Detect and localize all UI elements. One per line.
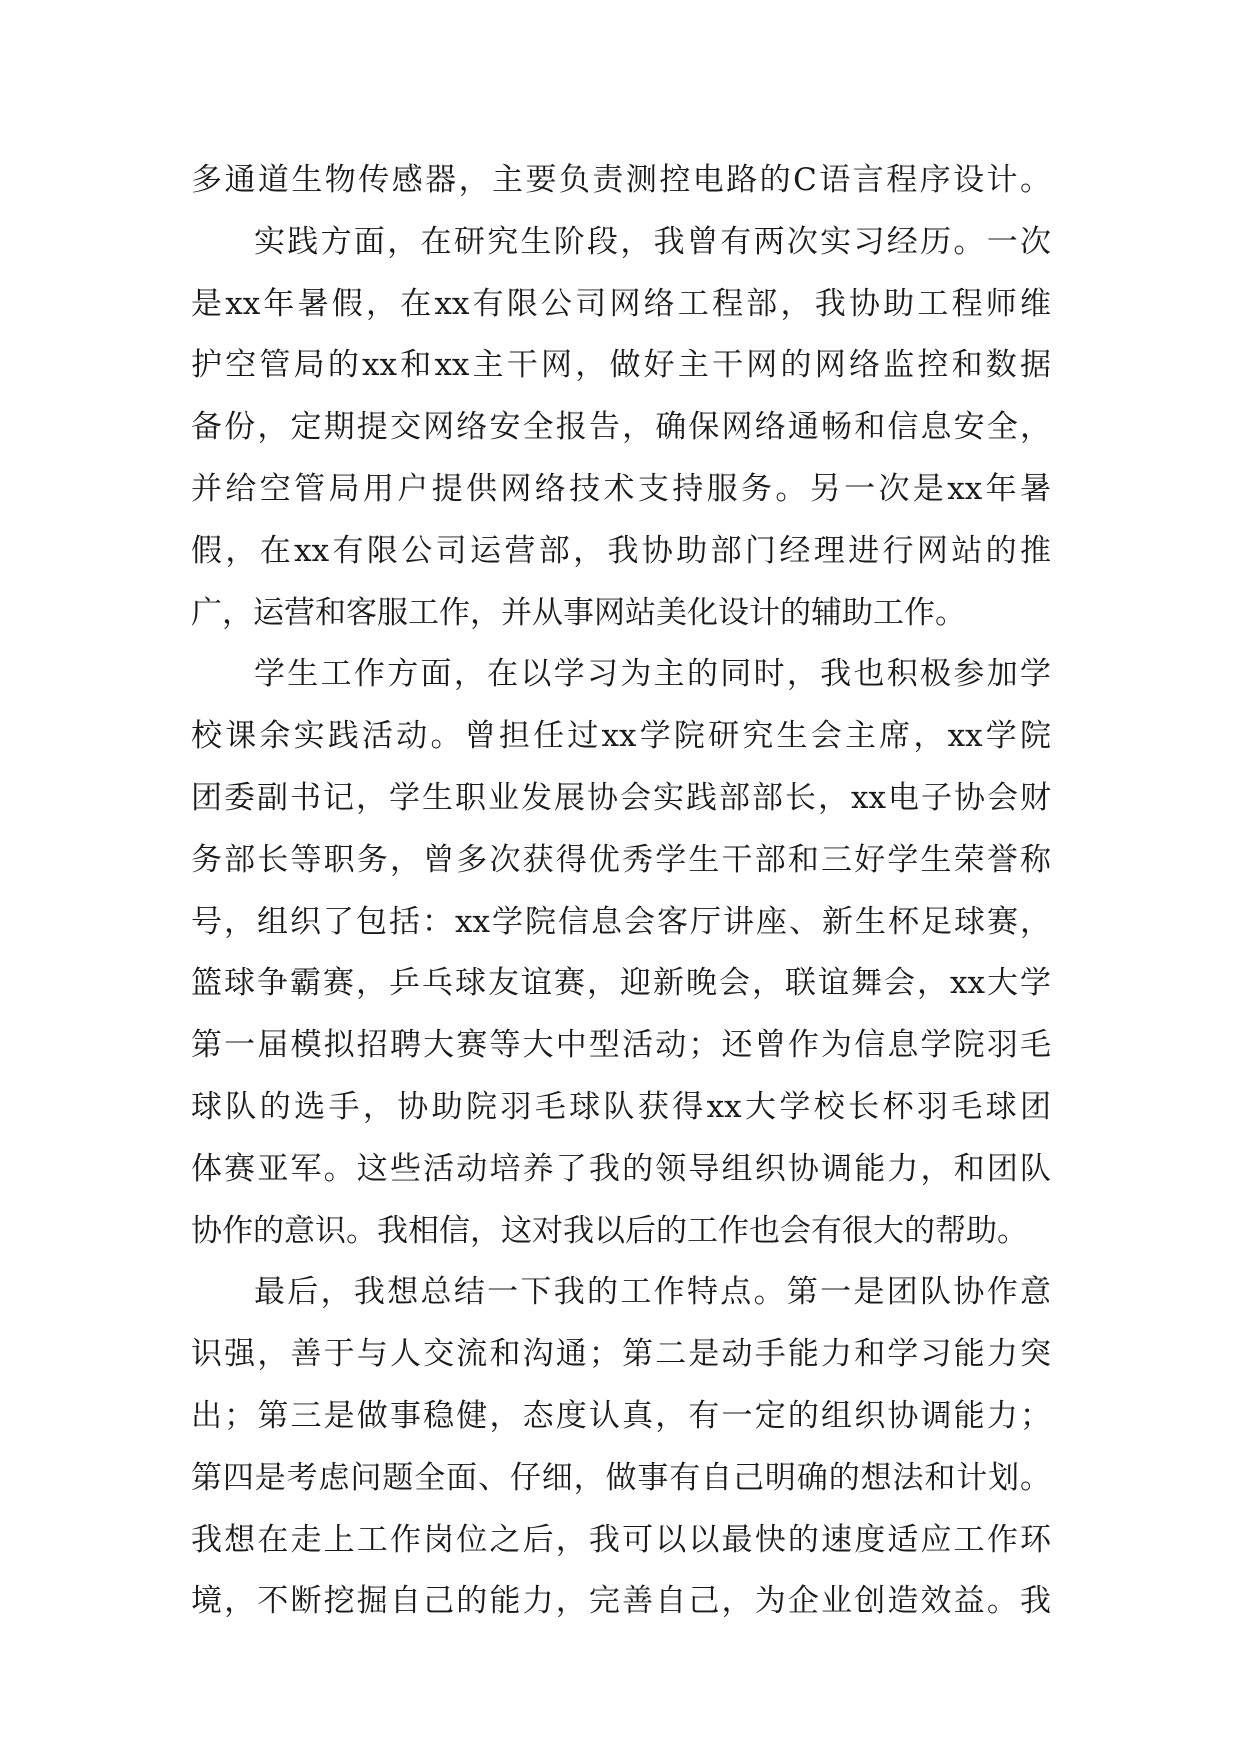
text-line: 务部长等职务，曾多次获得优秀学生干部和三好学生荣誉称 xyxy=(191,841,1051,878)
text-line: 假，在xx有限公司运营部，我协助部门经理进行网站的推 xyxy=(191,532,1051,569)
text-line: 号，组织了包括：xx学院信息会客厅讲座、新生杯足球赛， xyxy=(191,903,1051,940)
text-line: 第一届模拟招聘大赛等大中型活动；还曾作为信息学院羽毛 xyxy=(191,1027,1051,1064)
text-line: 多通道生物传感器，主要负责测控电路的C语言程序设计。 xyxy=(191,162,1051,198)
text-line: 团委副书记，学生职业发展协会实践部部长，xx电子协会财 xyxy=(191,779,1051,816)
paragraph-start-line: 学生工作方面，在以学习为主的同时，我也积极参加学 xyxy=(254,656,1051,693)
text-line: 识强，善于与人交流和沟通；第二是动手能力和学习能力突 xyxy=(191,1336,1051,1373)
text-line: 体赛亚军。这些活动培养了我的领导组织协调能力，和团队 xyxy=(191,1150,1051,1187)
paragraph-start-line: 实践方面，在研究生阶段，我曾有两次实习经历。一次 xyxy=(254,223,1051,260)
text-line: 是xx年暑假，在xx有限公司网络工程部，我协助工程师维 xyxy=(191,285,1051,322)
text-line: 境，不断挖掘自己的能力，完善自己，为企业创造效益。我 xyxy=(191,1583,1051,1620)
text-line: 我想在走上工作岗位之后，我可以以最快的速度适应工作环 xyxy=(191,1521,1051,1558)
paragraph-start-line: 最后，我想总结一下我的工作特点。第一是团队协作意 xyxy=(254,1274,1051,1311)
text-line: 备份，定期提交网络安全报告，确保网络通畅和信息安全， xyxy=(191,409,1051,446)
body-text xyxy=(191,150,1051,1633)
text-line: 出；第三是做事稳健，态度认真，有一定的组织协调能力； xyxy=(191,1397,1051,1434)
text-line: 并给空管局用户提供网络技术支持服务。另一次是xx年暑 xyxy=(191,470,1051,507)
text-line: 广，运营和客服工作，并从事网站美化设计的辅助工作。 xyxy=(191,594,966,631)
text-line: 协作的意识。我相信，这对我以后的工作也会有很大的帮助。 xyxy=(191,1212,1028,1249)
text-line: 第四是考虑问题全面、仔细，做事有自己明确的想法和计划。 xyxy=(191,1459,1051,1496)
text-line: 护空管局的xx和xx主干网，做好主干网的网络监控和数据 xyxy=(191,347,1051,384)
text-line: 篮球争霸赛，乒乓球友谊赛，迎新晚会，联谊舞会，xx大学 xyxy=(191,965,1051,1002)
text-line: 校课余实践活动。曾担任过xx学院研究生会主席，xx学院 xyxy=(191,718,1051,755)
text-line: 球队的选手，协助院羽毛球队获得xx大学校长杯羽毛球团 xyxy=(191,1088,1051,1125)
